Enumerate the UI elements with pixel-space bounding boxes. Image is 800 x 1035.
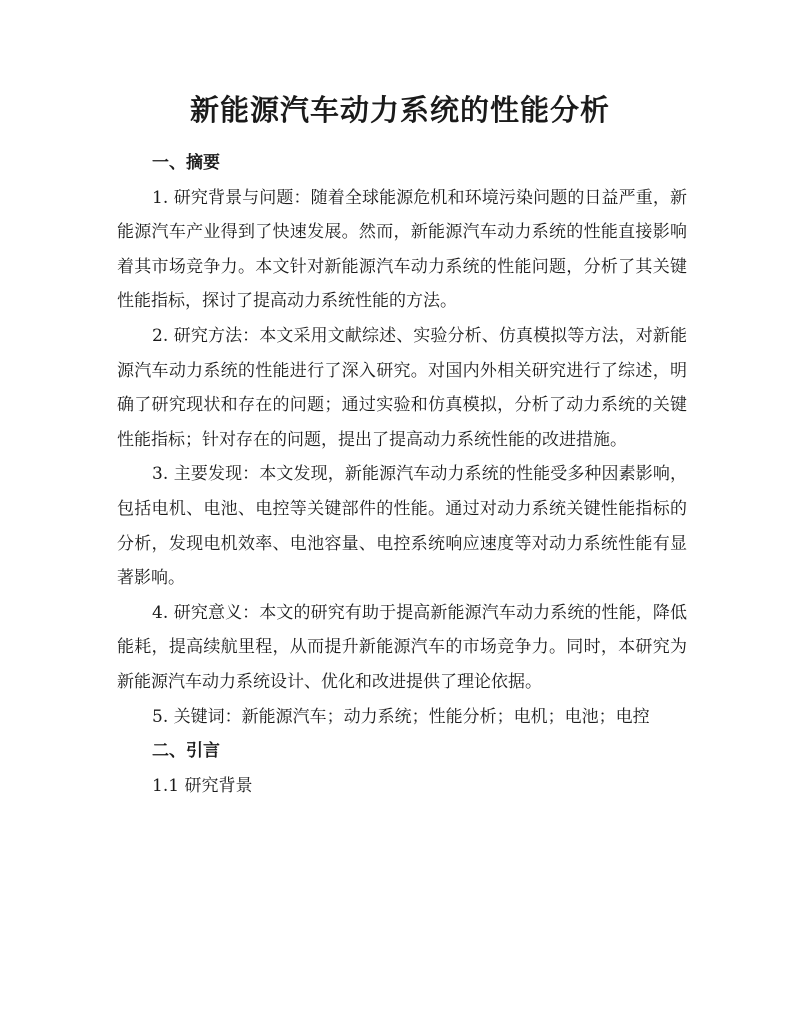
document-title: 新能源汽车动力系统的性能分析 [189,93,610,127]
paragraph-findings: 3. 主要发现：本文发现，新能源汽车动力系统的性能受多种因素影响，包括电机、电池、电控等关键部件的性能。通过对动力系统关键性能指标的分析，发现电机效率、电池容量、电控系统响应速度等对动力系统性能有显著影响。 [117,464,687,589]
paragraph-background: 1. 研究背景与问题：随着全球能源危机和环境污染问题的日益严重，新能源汽车产业得到了快速发展。然而，新能源汽车动力系统的性能直接影响着其市场竞争力。本文针对新能源汽车动力系统的性能问题，分析了其关键性能指标，探讨了提高动力系统性能的方法。 [117,187,687,312]
intro-heading: 二、引言 [152,741,220,762]
paragraph-keywords: 5. 关键词：新能源汽车；动力系统；性能分析；电机；电池；电控 [152,706,650,727]
abstract-heading: 一、摘要 [152,153,220,173]
paragraph-methods: 2. 研究方法：本文采用文献综述、实验分析、仿真模拟等方法，对新能源汽车动力系统的性能进行了深入研究。对国内外相关研究进行了综述，明确了研究现状和存在的问题；通过实验和仿真模拟，分析了动力系统的关键性能指标；针对存在的问题，提出了提高动力系统性能的改进措施。 [117,325,687,450]
paragraph-significance: 4. 研究意义：本文的研究有助于提高新能源汽车动力系统的性能，降低能耗，提高续航里程，从而提升新能源汽车的市场竞争力。同时，本研究为新能源汽车动力系统设计、优化和改进提供了理论依据。 [117,602,687,692]
subsection-heading: 1.1 研究背景 [152,775,253,796]
document-body [117,146,687,803]
